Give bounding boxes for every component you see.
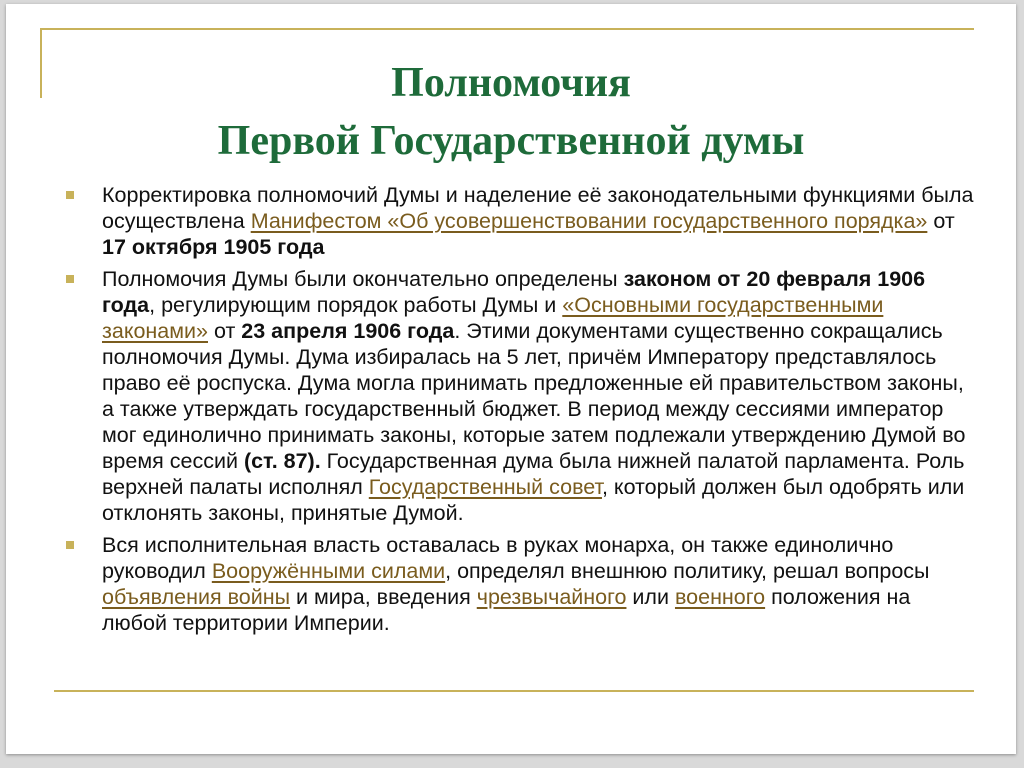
bullet-2-text-5: Государственная дума была нижней палатой парламента. Роль верхней палаты исполнял (102, 449, 965, 499)
bullet-2-law-date: законом от 20 февраля 1906 года (102, 267, 926, 317)
bullet-item-3 (56, 532, 976, 636)
armed-forces-link[interactable]: Вооружёнными силами (211, 559, 446, 583)
bullet-item-1 (56, 182, 976, 260)
bullet-square-icon (66, 275, 74, 283)
title-line-2: Первой Государственной думы (217, 118, 805, 164)
bullet-1-text-2: от (927, 209, 955, 233)
bullet-list (56, 182, 976, 642)
bullet-3-text-3: и мира, введения (290, 585, 477, 609)
bullet-2-date: 23 апреля 1906 года (241, 319, 455, 343)
bullet-1-date: 17 октября 1905 года (102, 235, 325, 259)
bullet-1-text-1: Корректировка полномочий Думы и наделение её законодательными функциями была осуществлена (102, 183, 974, 233)
bullet-3-text-2: , определял внешнюю политику, решал вопросы (445, 559, 930, 583)
basic-laws-link[interactable]: «Основными государственными законами» (102, 293, 884, 343)
manifesto-link[interactable]: Манифестом «Об усовершенствовании государственного порядка» (250, 209, 928, 233)
martial-law-link[interactable]: военного (674, 585, 766, 609)
bullet-item-2 (56, 266, 976, 526)
bullet-3-text-5: положения на любой территории Империи. (102, 585, 911, 635)
bullet-2-article: (ст. 87). (243, 449, 321, 473)
bullet-square-icon (66, 191, 74, 199)
slide-title (6, 54, 1016, 170)
bullet-2-text-2: , регулирующим порядок работы Думы и (149, 293, 563, 317)
bullet-2-text-1: Полномочия Думы были окончательно определены (102, 267, 624, 291)
bullet-2-text-3: от (208, 319, 242, 343)
state-council-link[interactable]: Государственный совет (368, 475, 602, 499)
title-line-1: Полномочия (391, 60, 631, 106)
bullet-2-text-4: . Этими документами существенно сокращались полномочия Думы. Дума избиралась на 5 лет, причём Императору представлялось право её роспуска. Дума могла принимать предложенные ей правительством законы, а также утверждать государственный бюджет. В период между сессиями император мог единолично принимать законы, которые затем подлежали утверждению Думой во время сессий (102, 319, 966, 473)
bullet-3-text-1: Вся исполнительная власть оставалась в руках монарха, он также единолично руководил (102, 533, 894, 583)
emergency-link[interactable]: чрезвычайного (476, 585, 627, 609)
frame-bottom-line (54, 690, 974, 692)
slide (6, 4, 1016, 754)
bullet-3-text-4: или (626, 585, 675, 609)
bullet-2-text-6: , который должен был одобрять или отклонять законы, принятые Думой. (102, 475, 965, 525)
declaration-of-war-link[interactable]: объявления войны (102, 585, 291, 609)
frame-top-line (40, 28, 974, 30)
bullet-square-icon (66, 541, 74, 549)
